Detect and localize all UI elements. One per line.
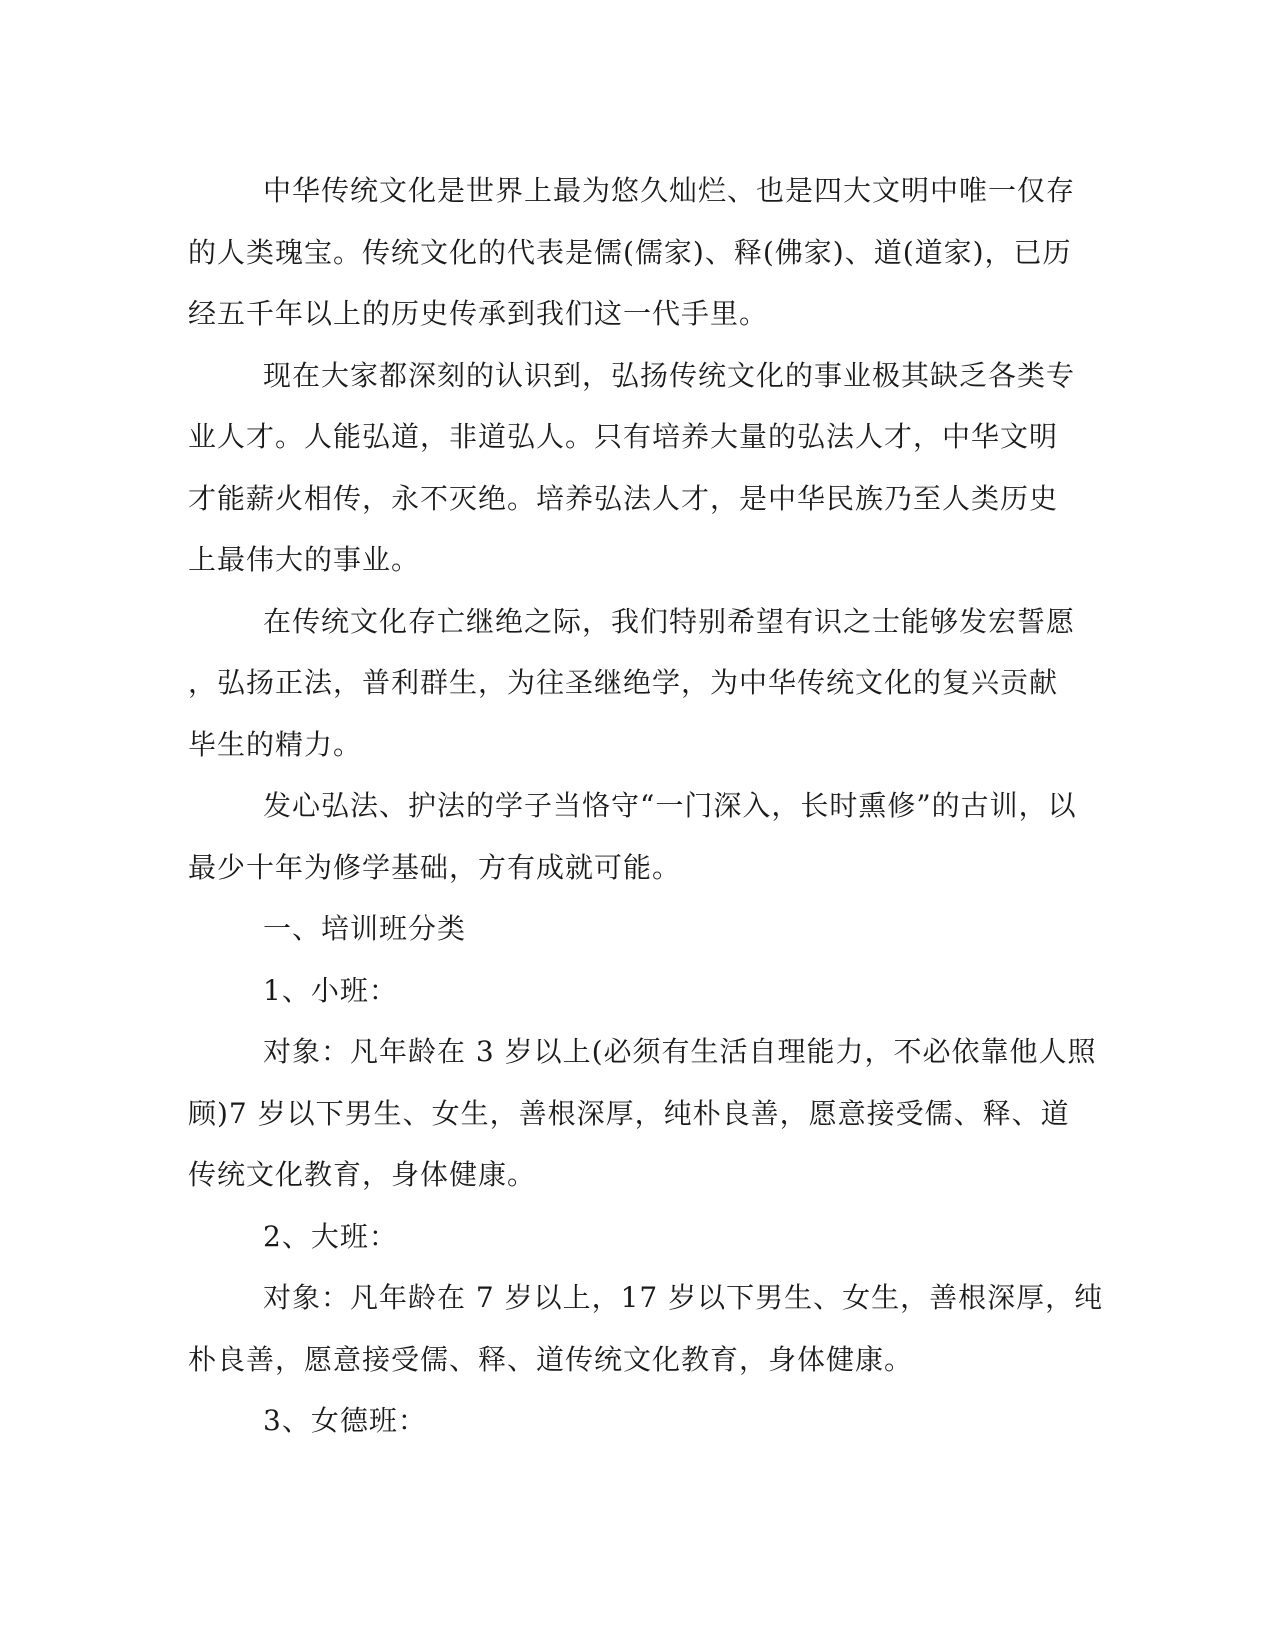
text-line: 顾)7 岁以下男生、女生，善根深厚，纯朴良善，愿意接受儒、释、道 — [188, 1096, 1070, 1130]
text-line: 传统文化教育，身体健康。 — [188, 1158, 537, 1191]
text-line: 业人才。人能弘道，非道弘人。只有培养大量的弘法人才，中华文明 — [188, 420, 1059, 453]
section-heading: 一、培训班分类 — [263, 912, 467, 945]
text-line: 才能薪火相传，永不灭绝。培养弘法人才，是中华民族乃至人类历史 — [188, 481, 1059, 515]
subsection-heading: 1、小班： — [263, 973, 398, 1007]
text-line: ，弘扬正法，普利群生，为往圣继绝学，为中华传统文化的复兴贡献 — [188, 666, 1059, 699]
subsection-heading: 3、女德班： — [263, 1404, 427, 1437]
text-line: 中华传统文化是世界上最为悠久灿烂、也是四大文明中唯一仅存 — [263, 174, 1076, 207]
text-line: 最少十年为修学基础，方有成就可能。 — [188, 850, 682, 884]
text-line: 经五千年以上的历史传承到我们这一代手里。 — [188, 297, 769, 330]
text-line: 的人类瑰宝。传统文化的代表是儒(儒家)、释(佛家)、道(道家)，已历 — [188, 235, 1072, 269]
subsection-heading: 2、大班： — [263, 1219, 398, 1253]
text-line: 发心弘法、护法的学子当恪守“一门深入，长时熏修”的古训，以 — [263, 789, 1077, 822]
document-body — [188, 160, 1104, 1452]
text-line: 在传统文化存亡继绝之际，我们特别希望有识之士能够发宏誓愿 — [263, 604, 1076, 638]
text-line: 上最伟大的事业。 — [188, 543, 421, 576]
text-line: 毕生的精力。 — [188, 727, 363, 761]
text-line: 对象：凡年龄在 7 岁以上，17 岁以下男生、女生，善根深厚，纯 — [263, 1281, 1104, 1314]
text-line: 对象：凡年龄在 3 岁以上(必须有生活自理能力，不必依靠他人照 — [263, 1035, 1097, 1068]
text-line: 朴良善，愿意接受儒、释、道传统文化教育，身体健康。 — [188, 1342, 914, 1376]
text-line: 现在大家都深刻的认识到，弘扬传统文化的事业极其缺乏各类专 — [263, 358, 1076, 392]
